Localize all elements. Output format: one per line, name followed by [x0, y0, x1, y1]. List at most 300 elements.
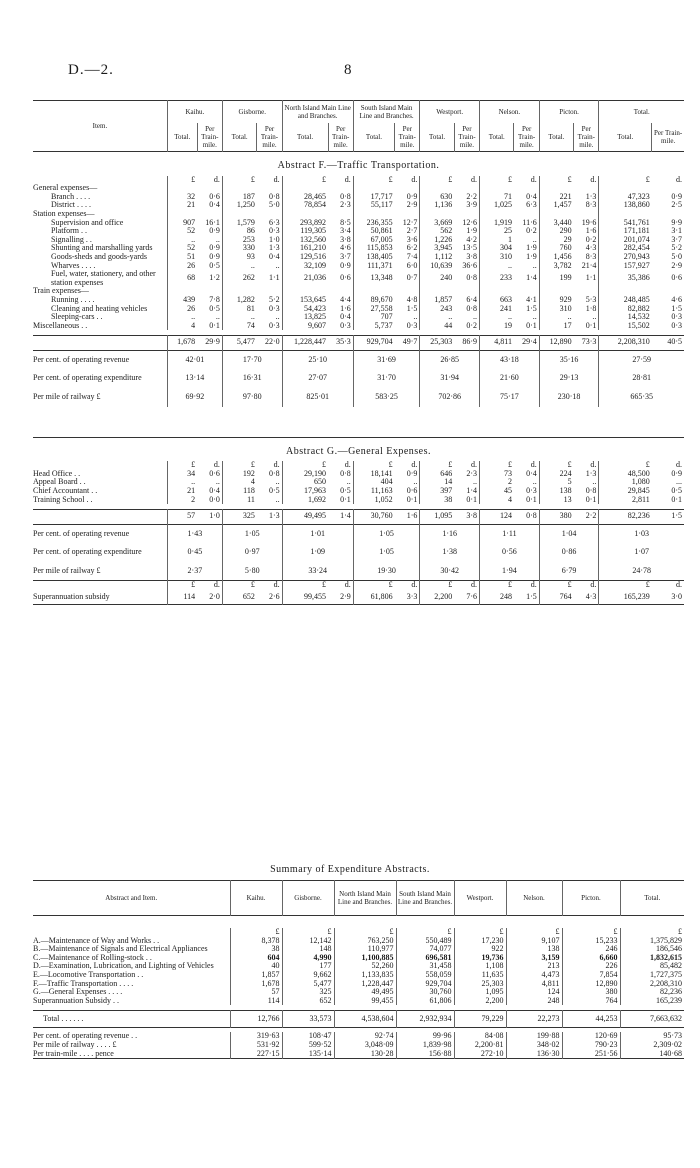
total-value: 325	[242, 511, 255, 521]
row-value: 45	[503, 485, 512, 495]
abstract-table	[33, 100, 684, 605]
total-value: 2,208,310	[617, 337, 650, 347]
total-value: 1·0	[197, 509, 222, 524]
row-value: ..	[197, 313, 222, 322]
ratio-value: 1·03	[634, 528, 650, 538]
row-value: 0·1	[328, 496, 353, 505]
row-value: 4·3	[574, 244, 599, 253]
ratio-value: 140·68	[659, 1048, 682, 1058]
row-label: Training School . .	[33, 496, 167, 505]
ratio-value: 227·15	[230, 1050, 282, 1059]
row-value: 4	[250, 477, 255, 487]
row-value: 82,882	[627, 303, 650, 313]
row-value: 0·3	[395, 322, 420, 331]
row-value: 0·6	[197, 193, 222, 202]
col-picton: Picton.	[539, 101, 599, 124]
row-label: Shunting and marshalling yards	[33, 244, 167, 253]
row-value: 2·9	[671, 260, 682, 270]
row-value: 236,355	[366, 217, 393, 227]
row-label: Goods-sheds and goods-yards	[33, 253, 167, 262]
row-value: 82,236	[660, 987, 682, 997]
row-value: 907	[183, 217, 196, 227]
unit-pound: £	[191, 460, 196, 470]
row-value: 1,457	[553, 200, 572, 210]
col-subhead-total: Total.	[167, 123, 197, 152]
table-row	[33, 322, 684, 331]
row-value: ..	[257, 262, 282, 271]
row-value: 9,607	[308, 320, 327, 330]
sum-col-picton: Picton.	[562, 881, 620, 916]
col-item: Item.	[33, 101, 167, 152]
row-value: 0·8	[454, 305, 479, 314]
row-value: 0·6	[328, 270, 353, 287]
total-value: 1,095	[434, 511, 453, 521]
ratio-value: 1·38	[420, 543, 480, 562]
row-value: 199	[559, 273, 572, 283]
total-value: 1·4	[328, 509, 353, 524]
row-value: 5	[567, 477, 572, 487]
row-value: 5·0	[671, 251, 682, 261]
table-row	[33, 470, 684, 479]
row-value: 8·3	[574, 201, 599, 210]
col-kaihu: Kaihu.	[167, 101, 222, 124]
row-value: 3,440	[553, 217, 572, 227]
col-subhead-per-train-mile: Per Train-mile.	[395, 123, 420, 152]
row-value: 922	[454, 945, 506, 954]
row-value: 124	[506, 988, 562, 997]
row-value: 129,516	[300, 251, 327, 261]
row-value: ..	[507, 260, 512, 270]
unit-pence: d.	[676, 580, 682, 590]
row-value: 3·4	[328, 227, 353, 236]
row-value: 248	[499, 591, 512, 601]
row-value: 604	[230, 954, 282, 963]
row-value: 0·3	[328, 322, 353, 331]
sum-col-westport: Westport.	[454, 881, 506, 916]
row-value: 241	[499, 303, 512, 313]
row-value: 1	[507, 234, 512, 244]
ratio-value: 0·97	[222, 543, 282, 562]
ratio-value: 230·18	[539, 388, 599, 407]
row-value: 1·8	[574, 305, 599, 314]
unit-pound: £	[645, 580, 650, 590]
ratio-value: 13·14	[167, 369, 222, 388]
row-value: 0·3	[514, 487, 539, 496]
row-value: 2·9	[395, 201, 420, 210]
row-value: 49,495	[334, 988, 396, 997]
ratio-value: 1·05	[222, 524, 282, 543]
unit-pence: d.	[257, 581, 282, 590]
row-value: 0·1	[671, 494, 682, 504]
row-value: 34	[187, 468, 196, 478]
row-value: 663	[499, 294, 512, 304]
ratio-value: 120·69	[562, 1032, 620, 1041]
row-value: 0·5	[671, 485, 682, 495]
row-value: 562	[440, 226, 453, 236]
ratio-value: 1·94	[480, 562, 540, 581]
row-value: 558,059	[396, 971, 454, 980]
row-value: 0·2	[454, 322, 479, 331]
row-value: 4·8	[395, 296, 420, 305]
row-value: 8·3	[574, 253, 599, 262]
unit-pence: d.	[514, 461, 539, 470]
row-label: Superannuation Subsidy . .	[33, 997, 230, 1006]
ratio-row	[33, 1050, 684, 1059]
total-value: 929,704	[366, 337, 393, 347]
ratio-value: 43·18	[480, 350, 540, 369]
page-number: 8	[344, 62, 352, 78]
row-value: 6,660	[562, 954, 620, 963]
ratio-value: 319·63	[230, 1032, 282, 1041]
ratio-value: 199·88	[506, 1032, 562, 1041]
row-value: 3·1	[671, 226, 682, 236]
row-value: 293,892	[300, 217, 327, 227]
unit-pence: d.	[257, 461, 282, 470]
row-value: 12,890	[562, 980, 620, 989]
row-value: 1,250	[236, 200, 255, 210]
total-value: 2·2	[574, 509, 599, 524]
row-value: 11·6	[514, 219, 539, 228]
unit-pound: £	[645, 460, 650, 470]
col-subhead-per-train-mile: Per Train-mile.	[328, 123, 353, 152]
unit-pence: d.	[197, 461, 222, 470]
row-value: 1·4	[454, 487, 479, 496]
row-value: 1·6	[574, 227, 599, 236]
sum-col-nelson: Nelson.	[506, 881, 562, 916]
row-value: 32,109	[304, 260, 327, 270]
row-value: 161,210	[300, 243, 327, 253]
row-label: G.—General Expenses . . . .	[33, 988, 230, 997]
row-value: 0·5	[257, 487, 282, 496]
row-value: 18,141	[370, 468, 393, 478]
ratio-value: 35·16	[539, 350, 599, 369]
unit-pence: d.	[395, 581, 420, 590]
row-value: 0·4	[328, 313, 353, 322]
total-value: 1·6	[395, 509, 420, 524]
ratio-value: 27·59	[632, 354, 652, 364]
row-value: 1,080	[631, 477, 650, 487]
abstract-g-title: Abstract G.—General Expenses.	[285, 445, 431, 457]
unit-pound: £	[562, 928, 620, 937]
total-value: 1,228,447	[294, 337, 327, 347]
row-value: 248,485	[623, 294, 650, 304]
col-subhead-total: Total.	[353, 123, 394, 152]
total-label	[33, 509, 167, 524]
row-value: 3,669	[434, 217, 453, 227]
unit-pence: d.	[514, 581, 539, 590]
row-value: ..	[191, 312, 196, 322]
row-value: 54,423	[304, 303, 327, 313]
row-value: 0·9	[671, 468, 682, 478]
ratio-row	[33, 524, 684, 543]
row-value: 192	[242, 468, 255, 478]
row-value: 0·1	[514, 322, 539, 331]
row-value: 5·2	[257, 296, 282, 305]
unit-pound: £	[507, 580, 512, 590]
row-value: ..	[191, 477, 196, 487]
ratio-value: 156·88	[396, 1050, 454, 1059]
total-row	[33, 335, 684, 350]
row-value: 0·1	[514, 496, 539, 505]
row-value: 27,558	[370, 303, 393, 313]
row-value: 0·9	[395, 193, 420, 202]
summary-row	[33, 980, 684, 989]
total-row	[33, 509, 684, 524]
row-value: 240	[440, 273, 453, 283]
row-value: 3·7	[328, 253, 353, 262]
row-label: Chief Accountant . .	[33, 487, 167, 496]
row-value: 17,717	[370, 191, 393, 201]
row-value: 0·1	[395, 496, 420, 505]
row-value: ..	[250, 312, 255, 322]
row-value: 0·4	[197, 487, 222, 496]
total-value: 12,890	[549, 337, 572, 347]
row-value: 78,854	[304, 200, 327, 210]
row-value: 29,190	[304, 468, 327, 478]
row-value: 148	[282, 945, 334, 954]
ratio-value: 19·30	[353, 562, 420, 581]
ratio-value: 108·47	[282, 1032, 334, 1041]
row-value: 652	[242, 591, 255, 601]
total-value: 22,273	[506, 1010, 562, 1027]
total-value: 0·8	[514, 509, 539, 524]
row-value: 4	[507, 494, 512, 504]
row-value: 7,854	[562, 971, 620, 980]
col-nelson: Nelson.	[480, 101, 540, 124]
total-value: 22·0	[257, 335, 282, 350]
ratio-value: 69·92	[167, 388, 222, 407]
row-value: 1,228,447	[334, 980, 396, 989]
row-value: 0·4	[197, 201, 222, 210]
ratio-value: 0·56	[480, 543, 540, 562]
row-value: 2,811	[632, 494, 650, 504]
row-value: ..	[257, 313, 282, 322]
total-value: 4,811	[494, 337, 512, 347]
row-value: 61,806	[370, 591, 393, 601]
row-value: 50,861	[370, 226, 393, 236]
row-value: 1,919	[493, 217, 512, 227]
unit-pence: d.	[676, 460, 682, 470]
row-value: 270,943	[623, 251, 650, 261]
row-value: 3·6	[395, 236, 420, 245]
row-value: 7·8	[197, 296, 222, 305]
row-value: 26	[187, 303, 196, 313]
row-value: 0·9	[197, 244, 222, 253]
unit-pound: £	[388, 460, 393, 470]
ratio-value: 1·05	[353, 543, 420, 562]
row-value: 61,806	[396, 997, 454, 1006]
unit-pound: £	[388, 174, 393, 184]
table-row	[33, 305, 684, 314]
row-value: 8,378	[230, 937, 282, 946]
row-value: 3·7	[671, 234, 682, 244]
row-value: 652	[282, 997, 334, 1006]
row-value: 290	[559, 226, 572, 236]
row-value: 1,282	[236, 294, 255, 304]
row-value: 0·9	[197, 253, 222, 262]
row-label: Head Office . .	[33, 470, 167, 479]
row-value: 6·4	[454, 296, 479, 305]
total-value: 7,663,632	[650, 1013, 682, 1023]
ratio-value: 251·56	[562, 1050, 620, 1059]
row-value: 224	[559, 468, 572, 478]
row-value: 1,857	[434, 294, 453, 304]
row-value: 177	[282, 962, 334, 971]
row-value: 12·6	[454, 219, 479, 228]
row-value: 138,405	[366, 251, 393, 261]
row-value: 13·5	[454, 244, 479, 253]
row-label: Wharves . . . .	[33, 262, 167, 271]
row-value: 4·1	[514, 296, 539, 305]
row-value: 3,945	[434, 243, 453, 253]
row-value: 246	[562, 945, 620, 954]
row-value: 0·4	[514, 193, 539, 202]
total-value: 1,678	[177, 337, 196, 347]
row-value: 57	[230, 988, 282, 997]
row-label: District . . . .	[33, 201, 167, 210]
row-value: 4·6	[328, 244, 353, 253]
row-label: Train expenses—	[33, 287, 167, 296]
row-value: 28,465	[304, 191, 327, 201]
row-value: 30,760	[396, 988, 454, 997]
ratio-value: 136·30	[506, 1050, 562, 1059]
unit-pound: £	[250, 174, 255, 184]
row-value: 86	[246, 226, 255, 236]
row-value: 52	[187, 226, 196, 236]
unit-pound: £	[230, 928, 282, 937]
row-value: 0·1	[574, 496, 599, 505]
row-value: 248	[506, 997, 562, 1006]
ratio-value: 135·14	[282, 1050, 334, 1059]
row-value: ..	[567, 312, 572, 322]
row-label: E.—Locomotive Transportation . .	[33, 971, 230, 980]
row-value: 2·6	[257, 590, 282, 605]
ratio-value: 16·31	[222, 369, 282, 388]
row-value: 0·8	[328, 193, 353, 202]
ratio-value: 27·07	[282, 369, 353, 388]
row-value: 221	[559, 191, 572, 201]
total-value: 2,932,934	[396, 1010, 454, 1027]
row-value: 13	[563, 494, 572, 504]
ratio-row	[33, 1041, 684, 1050]
row-label: Branch . . . .	[33, 193, 167, 202]
row-value: 73	[503, 468, 512, 478]
row-label: Cleaning and heating vehicles	[33, 305, 167, 314]
row-value: 1·4	[514, 270, 539, 287]
ratio-value: 790·23	[562, 1041, 620, 1050]
row-value: 111,371	[367, 260, 393, 270]
sum-col-item: Abstract and Item.	[33, 881, 230, 916]
row-value: 10,639	[430, 260, 453, 270]
unit-pence: d.	[328, 581, 353, 590]
row-value: 2	[507, 477, 512, 487]
row-value: 1·5	[395, 305, 420, 314]
row-value: 44	[444, 320, 453, 330]
row-value: 1,692	[308, 494, 327, 504]
row-value: 12·7	[395, 219, 420, 228]
row-value: 9,662	[282, 971, 334, 980]
row-value: 310	[559, 303, 572, 313]
unit-pound: £	[250, 460, 255, 470]
row-value: 38	[230, 945, 282, 954]
total-value: 30,760	[370, 511, 393, 521]
row-value: 21	[187, 200, 196, 210]
units-row	[33, 581, 684, 590]
row-value: 51	[187, 251, 196, 261]
row-value: 6·2	[395, 244, 420, 253]
total-value: 57	[187, 511, 196, 521]
unit-pound: £	[567, 174, 572, 184]
row-value: 0·8	[454, 270, 479, 287]
row-value: 138	[506, 945, 562, 954]
row-value: 35,386	[627, 273, 650, 283]
unit-pound: £	[388, 580, 393, 590]
row-value: ..	[514, 262, 539, 271]
row-value: 4·2	[454, 236, 479, 245]
col-total: Total.	[633, 108, 650, 116]
row-value: 85,482	[660, 961, 682, 971]
unit-pound: £	[334, 928, 396, 937]
row-value: ..	[574, 478, 599, 487]
col-subhead-per-train-mile: Per Train-mile.	[514, 123, 539, 152]
row-value: 630	[440, 191, 453, 201]
row-label: F.—Traffic Transportation . . . .	[33, 980, 230, 989]
row-label: B.—Maintenance of Signals and Electrical Appliances	[33, 945, 230, 954]
row-value: 2·7	[395, 227, 420, 236]
row-value: 6·0	[395, 262, 420, 271]
row-value: 31,458	[396, 962, 454, 971]
row-label: Platform . .	[33, 227, 167, 236]
ratio-row	[33, 1032, 684, 1041]
row-value: ..	[574, 313, 599, 322]
ratio-value: 42·01	[167, 350, 222, 369]
total-value: 29·4	[514, 335, 539, 350]
ratio-value: 33·24	[282, 562, 353, 581]
row-value: 6·3	[514, 201, 539, 210]
row-value: ..	[395, 478, 420, 487]
row-value: 404	[380, 477, 393, 487]
col-gisborne: Gisborne.	[222, 101, 282, 124]
row-value: 11,635	[454, 971, 506, 980]
row-value: 0·1	[197, 322, 222, 331]
ratio-value: 21·60	[480, 369, 540, 388]
row-value: 4·3	[574, 590, 599, 605]
total-value: 79,229	[454, 1010, 506, 1027]
row-label: D.—Examination, Lubrication, and Lighting of Vehicles	[33, 962, 230, 971]
row-value: 0·5	[197, 305, 222, 314]
unit-pence: d.	[197, 581, 222, 590]
row-value: 29,845	[627, 485, 650, 495]
row-value: 110,977	[334, 945, 396, 954]
unit-pound: £	[250, 580, 255, 590]
ratio-label: Per cent. of operating revenue	[33, 350, 167, 369]
row-value: 760	[559, 243, 572, 253]
unit-pence: d.	[454, 581, 479, 590]
row-value: ..	[257, 478, 282, 487]
col-subhead-per-train-mile: Per Train-mile.	[257, 123, 282, 152]
total-value: 12,766	[230, 1010, 282, 1027]
ratio-value: 1·07	[634, 547, 650, 557]
row-value: 0·9	[328, 262, 353, 271]
ratio-value: 6·79	[539, 562, 599, 581]
ratio-value: 31·70	[353, 369, 420, 388]
col-subhead-total: Total.	[222, 123, 256, 152]
row-value: 0·1	[574, 322, 599, 331]
row-value: 1,095	[454, 988, 506, 997]
unit-pence: d.	[328, 461, 353, 470]
row-value: 1,100,885	[334, 954, 396, 963]
row-label: General expenses—	[33, 184, 167, 193]
